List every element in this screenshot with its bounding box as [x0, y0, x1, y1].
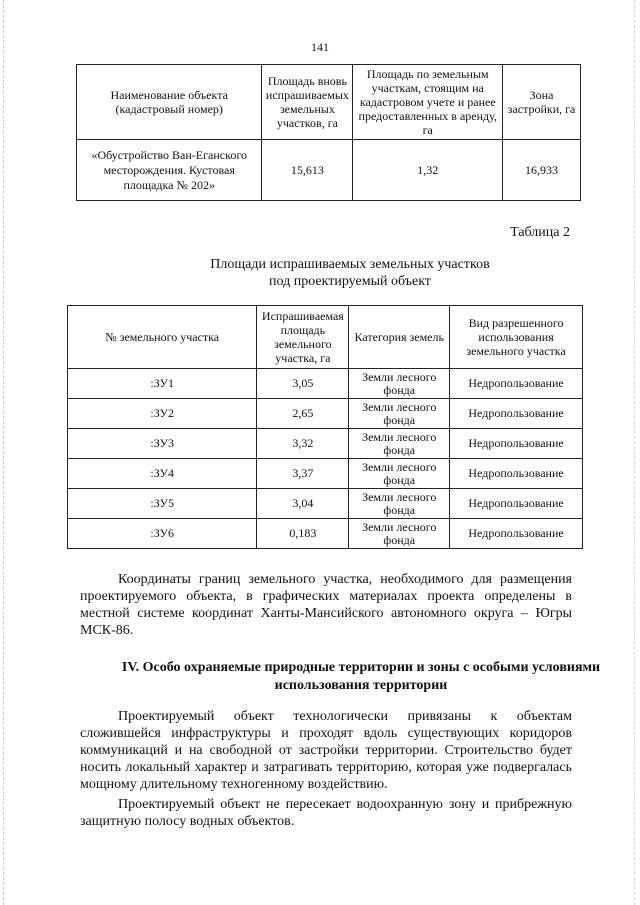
usage-cell: Недропользование — [450, 519, 583, 549]
scan-edge-left — [3, 0, 5, 905]
table-row — [68, 399, 583, 429]
table-title-line: Площади испрашиваемых земельных участков — [210, 257, 490, 272]
column-header: Площадь по земельным участкам, стоящим на кадастровом учете и ранее предоставленных в аренду, га — [353, 65, 503, 140]
plot-id-cell: :ЗУ3 — [68, 429, 257, 459]
column-header: № земельного участка — [68, 306, 257, 369]
table-title-line: под проектируемый объект — [269, 274, 431, 289]
table-row — [68, 519, 583, 549]
table-row — [68, 369, 583, 399]
requested-land-plots-table — [67, 305, 583, 549]
area-cell: 3,05 — [257, 369, 349, 399]
category-cell: Земли лесного фонда — [349, 459, 450, 489]
plot-id-cell: :ЗУ6 — [68, 519, 257, 549]
table-row — [68, 459, 583, 489]
category-cell: Земли лесного фонда — [349, 369, 450, 399]
column-header: Зона застройки, га — [503, 65, 581, 140]
usage-cell: Недропользование — [450, 399, 583, 429]
area-cell: 3,32 — [257, 429, 349, 459]
category-cell: Земли лесного фонда — [349, 429, 450, 459]
plot-id-cell: :ЗУ1 — [68, 369, 257, 399]
table-header-row — [68, 306, 583, 369]
water-zone-paragraph: Проектируемый объект не пересекает водоохранную зону и прибрежную защитную полосу водных объектов. — [80, 797, 572, 829]
table-row — [68, 489, 583, 519]
table-header-row — [77, 65, 581, 140]
usage-cell: Недропользование — [450, 459, 583, 489]
table-caption: Таблица 2 — [510, 225, 570, 240]
category-cell: Земли лесного фонда — [349, 519, 450, 549]
section-heading: IV. Особо охраняемые природные территории и зоны с особыми условиями использования территории — [121, 660, 601, 693]
plot-id-cell: :ЗУ5 — [68, 489, 257, 519]
column-header: Категория земель — [349, 306, 450, 369]
area-cell: 3,37 — [257, 459, 349, 489]
land-area-summary-table — [76, 64, 581, 201]
infrastructure-paragraph: Проектируемый объект технологически привязаны к объектам сложившейся инфраструктуры и проходят вдоль существующих коридоров коммуникаций и на свободной от застройки территории. Строительство будет носить локальный характер и затрагивать территорию, которая уже подвергалась мощному длительному техногенному воздействию. — [80, 709, 572, 792]
area-cell: 0,183 — [257, 519, 349, 549]
usage-cell: Недропользование — [450, 489, 583, 519]
column-header: Вид разрешенного использования земельного участка — [450, 306, 583, 369]
table-title — [0, 256, 640, 290]
scan-edge-right — [634, 0, 636, 905]
table-row — [68, 429, 583, 459]
column-header: Площадь вновь испрашиваемых земельных участков, га — [262, 65, 353, 140]
area-cell: 3,04 — [257, 489, 349, 519]
table-cell: 16,933 — [503, 140, 581, 201]
table-cell: 15,613 — [262, 140, 353, 201]
column-header: Испрашиваемая площадь земельного участка, га — [257, 306, 349, 369]
plot-id-cell: :ЗУ4 — [68, 459, 257, 489]
coordinates-paragraph: Координаты границ земельного участка, необходимого для размещения проектируемого объекта, в графических материалах проекта определены в местной системе координат Ханты-Мансийского автономного округа – Югры МСК-86. — [80, 572, 572, 638]
object-name-cell: «Обустройство Ван-Еганского месторождения. Кустовая площадка № 202» — [77, 140, 262, 201]
category-cell: Земли лесного фонда — [349, 489, 450, 519]
usage-cell: Недропользование — [450, 369, 583, 399]
page-number: 141 — [311, 40, 329, 54]
table-cell: 1,32 — [353, 140, 503, 201]
usage-cell: Недропользование — [450, 429, 583, 459]
plot-id-cell: :ЗУ2 — [68, 399, 257, 429]
area-cell: 2,65 — [257, 399, 349, 429]
table-row — [77, 140, 581, 201]
column-header: Наименование объекта (кадастровый номер) — [77, 65, 262, 140]
category-cell: Земли лесного фонда — [349, 399, 450, 429]
